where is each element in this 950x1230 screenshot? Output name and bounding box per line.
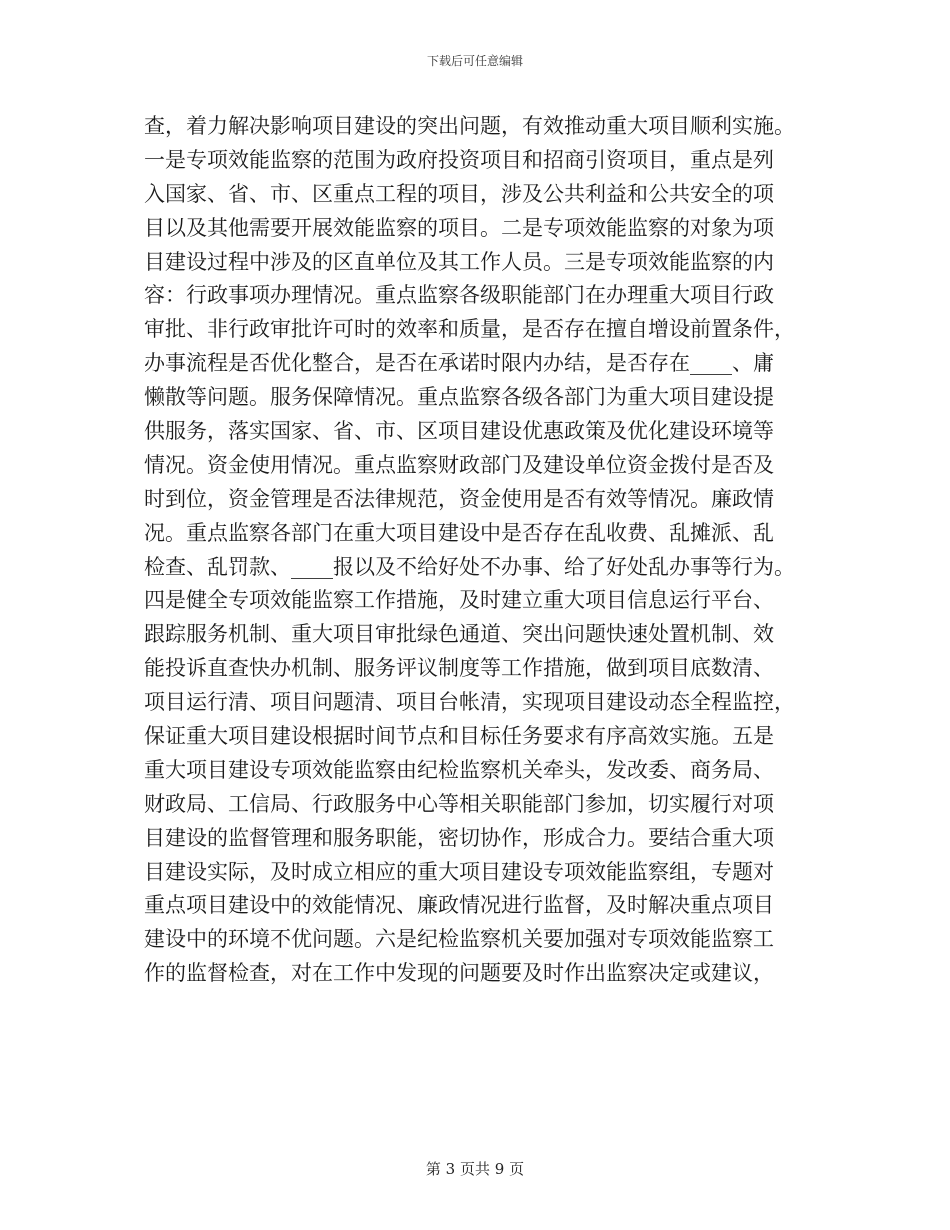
text-line: 目以及其他需要开展效能监察的项目。二是专项效能监察的对象为项 [144, 215, 774, 240]
text-line: 容：行政事项办理情况。重点监察各级职能部门在办理重大项目行政 [144, 283, 774, 308]
page-number-footer: 第 3 页共 9 页 [425, 1160, 525, 1178]
text-line: 保证重大项目建设根据时间节点和目标任务要求有序高效实施。五是 [144, 724, 774, 749]
text-line: 时到位，资金管理是否法律规范，资金使用是否有效等情况。廉政情 [144, 486, 774, 511]
text-line: 供服务，落实国家、省、市、区项目建设优惠政策及优化建设环境等 [144, 419, 774, 444]
text-line: 能投诉直查快办机制、服务评议制度等工作措施，做到项目底数清、 [144, 656, 774, 681]
text-line: 入国家、省、市、区重点工程的项目，涉及公共利益和公共安全的项 [144, 181, 774, 206]
text-line: 目建设过程中涉及的区直单位及其工作人员。三是专项效能监察的内 [144, 249, 774, 274]
text-line: 四是健全专项效能监察工作措施，及时建立重大项目信息运行平台、 [144, 588, 774, 613]
text-line: 检查、乱罚款、____报以及不给好处不办事、给了好处乱办事等行为。 [144, 554, 795, 579]
text-line: 目建设实际，及时成立相应的重大项目建设专项效能监察组，专题对 [144, 859, 774, 884]
text-line: 一是专项效能监察的范围为政府投资项目和招商引资项目，重点是列 [144, 147, 774, 172]
text-line: 作的监督检查，对在工作中发现的问题要及时作出监察决定或建议， [144, 961, 774, 986]
text-line: 况。重点监察各部门在重大项目建设中是否存在乱收费、乱摊派、乱 [144, 520, 774, 545]
text-line: 财政局、工信局、行政服务中心等相关职能部门参加，切实履行对项 [144, 791, 774, 816]
text-line: 办事流程是否优化整合，是否在承诺时限内办结，是否存在____、庸 [144, 351, 774, 376]
page-header: 下载后可任意编辑 [426, 54, 523, 68]
text-line: 懒散等问题。服务保障情况。重点监察各级各部门为重大项目建设提 [144, 385, 774, 410]
text-line: 目建设的监督管理和服务职能，密切协作，形成合力。要结合重大项 [144, 825, 774, 850]
document-body [144, 110, 814, 991]
text-line: 情况。资金使用情况。重点监察财政部门及建设单位资金拨付是否及 [144, 452, 774, 477]
text-line: 查，着力解决影响项目建设的突出问题，有效推动重大项目顺利实施。 [144, 114, 795, 138]
text-line: 建设中的环境不优问题。六是纪检监察机关要加强对专项效能监察工 [144, 927, 774, 952]
text-line: 重点项目建设中的效能情况、廉政情况进行监督，及时解决重点项目 [144, 893, 774, 918]
text-line: 重大项目建设专项效能监察由纪检监察机关牵头，发改委、商务局、 [144, 757, 774, 782]
text-line: 审批、非行政审批许可时的效率和质量，是否存在擅自增设前置条件， [144, 317, 795, 342]
text-line: 项目运行清、项目问题清、项目台帐清，实现项目建设动态全程监控， [144, 690, 795, 715]
text-line: 跟踪服务机制、重大项目审批绿色通道、突出问题快速处置机制、效 [144, 622, 774, 647]
